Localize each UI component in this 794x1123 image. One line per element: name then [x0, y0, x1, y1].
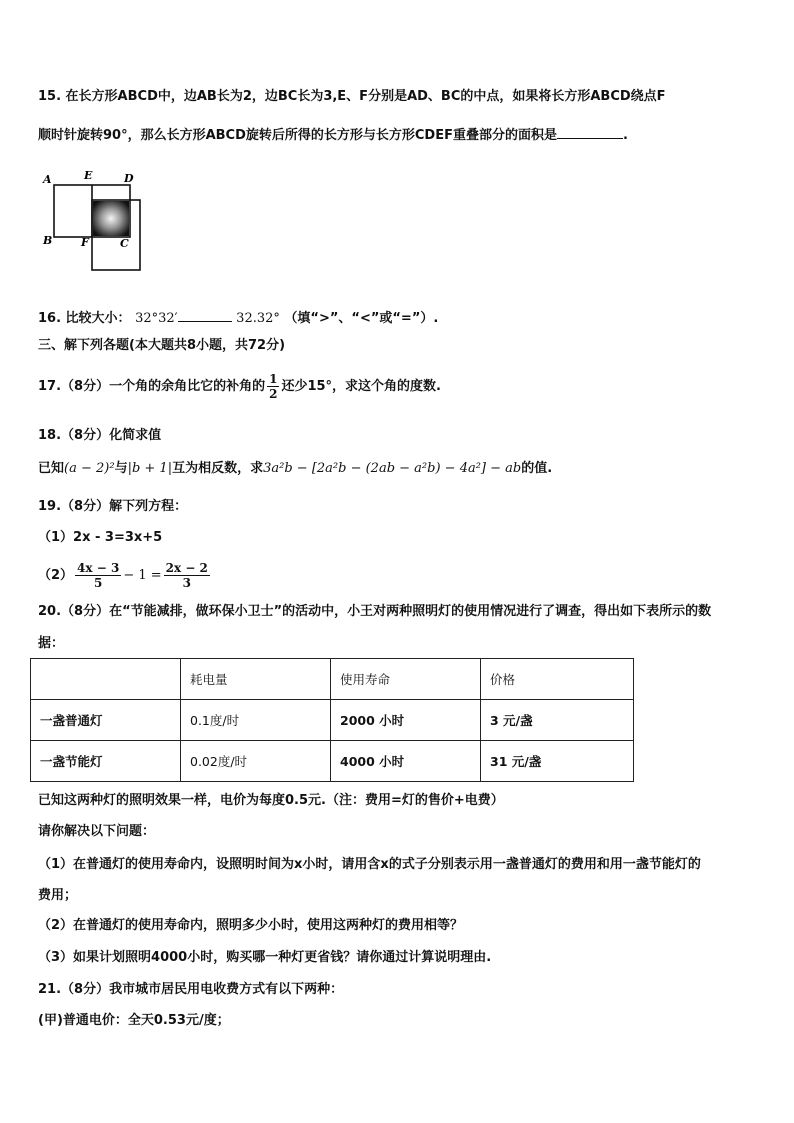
q17-suffix: 还少15°，求这个角的度数.	[281, 379, 441, 394]
table-header-cell: 耗电量	[181, 659, 331, 700]
table-header-cell	[31, 659, 181, 700]
table-header-cell: 价格	[481, 659, 634, 700]
q21-line2: (甲)普通电价：全天0.53元/度；	[38, 1013, 230, 1028]
label-d: D	[124, 172, 134, 185]
fraction-left	[75, 561, 121, 590]
q17-prefix: 17.（8分）一个角的余角比它的补角的	[38, 379, 266, 394]
squared-term: (a − 2)²	[64, 461, 115, 476]
one-half-fraction	[267, 372, 279, 401]
q15-line2	[38, 124, 628, 145]
table-header-row	[31, 659, 634, 700]
fraction-left-denominator: 5	[94, 576, 103, 590]
section-heading: 三、解下列各题(本大题共8小题，共72分)	[38, 338, 286, 353]
q19-title: 19.（8分）解下列方程：	[38, 499, 188, 514]
table-cell: 一盏普通灯	[31, 700, 181, 741]
q15-line2-text: 顺时针旋转90°，那么长方形ABCD旋转后所得的长方形与长方形CDEF重叠部分的面积是	[38, 128, 557, 143]
q20-sub1-line2: 费用；	[38, 888, 78, 903]
table-header-cell: 使用寿命	[331, 659, 481, 700]
q20-sub2: （2）在普通灯的使用寿命内，照明多少小时，使用这两种灯的费用相等？	[38, 918, 464, 933]
fraction-left-numerator: 4x − 3	[77, 561, 120, 575]
q18-cond-suffix: 互为相反数，求	[172, 461, 264, 476]
absolute-term: |b + 1|	[127, 461, 173, 476]
label-b: B	[43, 234, 53, 247]
q20-note: 已知这两种灯的照明效果一样，电价为每度0.5元.（注：费用=灯的售价+电费）	[38, 793, 504, 808]
q19-part1: （1）2x - 3=3x+5	[38, 530, 163, 545]
table-cell: 4000 小时	[331, 741, 481, 782]
q18-title: 18.（8分）化简求值	[38, 428, 162, 443]
table-row	[31, 741, 634, 782]
q18-condition	[38, 460, 552, 478]
q19-part2	[38, 558, 212, 594]
q16-line	[38, 307, 438, 328]
table-cell: 31 元/盏	[481, 741, 634, 782]
label-a: A	[43, 173, 52, 186]
fraction-denominator: 2	[269, 387, 278, 401]
label-f: F	[81, 236, 89, 249]
lamp-comparison-table	[30, 658, 634, 782]
fraction-right-denominator: 3	[182, 576, 191, 590]
compare-blank	[178, 307, 232, 322]
table-row	[31, 700, 634, 741]
q18-tail: 的值.	[521, 461, 553, 476]
q19-part2-label: （2）	[38, 568, 74, 583]
q16-left-angle: 32°32′	[135, 311, 178, 326]
q20-sub1-line1: （1）在普通灯的使用寿命内，设照明时间为x小时，请用含x的式子分别表示用一盏普通灯的费用和用一盏节能灯的	[38, 857, 701, 872]
overlap-region	[93, 201, 129, 236]
rectangle-rotation-figure	[40, 170, 150, 280]
answer-blank	[557, 124, 623, 139]
label-e: E	[84, 170, 93, 182]
q21-line1: 21.（8分）我市城市居民用电收费方式有以下两种：	[38, 982, 344, 997]
fraction-numerator: 1	[269, 372, 278, 386]
table-cell: 一盏节能灯	[31, 741, 181, 782]
q20-sub3: （3）如果计划照明4000小时，购买哪一种灯更省钱？请你通过计算说明理由.	[38, 950, 492, 965]
q20-ask: 请你解决以下问题：	[38, 824, 156, 839]
equation-middle: − 1 =	[123, 568, 162, 583]
q18-cond-and: 与	[114, 461, 128, 476]
q18-expression: 3a²b − [2a²b − (2ab − a²b) − 4a²] − ab	[263, 461, 522, 476]
table-cell: 3 元/盏	[481, 700, 634, 741]
table-cell: 2000 小时	[331, 700, 481, 741]
q16-suffix: （填“>”、“<”或“=”）.	[284, 311, 439, 326]
table-cell: 0.1度/时	[181, 700, 331, 741]
q15-line2-end: .	[623, 128, 628, 143]
fraction-right	[164, 561, 210, 590]
q17-line	[38, 372, 441, 401]
table-cell: 0.02度/时	[181, 741, 331, 782]
label-c: C	[120, 237, 129, 250]
q20-line1: 20.（8分）在“节能减排，做环保小卫士”的活动中，小王对两种照明灯的使用情况进行了调查，得出如下表所示的数	[38, 604, 712, 619]
q16-prefix: 16. 比较大小：	[38, 311, 131, 326]
q15-line1: 15. 在长方形ABCD中，边AB长为2，边BC长为3,E、F分别是AD、BC的中点，如果将长方形ABCD绕点F	[38, 89, 666, 104]
fraction-right-numerator: 2x − 2	[165, 561, 208, 575]
q18-cond-prefix: 已知	[38, 461, 65, 476]
q16-right-angle: 32.32°	[236, 311, 280, 326]
q20-line2: 据：	[38, 636, 65, 651]
